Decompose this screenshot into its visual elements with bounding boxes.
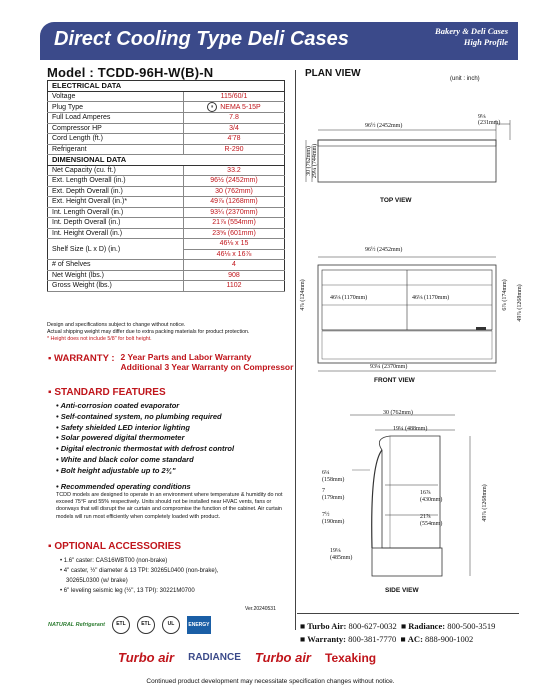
spec-label: Int. Depth Overall (in.)	[48, 218, 184, 229]
spec-value: 33.2	[183, 165, 284, 176]
page-title: Direct Cooling Type Deli Cases	[54, 28, 349, 50]
features-title-text: STANDARD FEATURES	[54, 387, 166, 398]
ul-logo: UL	[162, 616, 180, 634]
spec-value: 96½ (2452mm)	[183, 176, 284, 187]
side-height-label: 49⅞ (1268mm)	[482, 484, 488, 522]
feature-item: • Safety shielded LED interior lighting	[56, 423, 234, 434]
side-top-label: 19¼ (488mm)	[393, 426, 428, 432]
bullet-icon: ▪	[48, 387, 55, 398]
version-label: Ver.20240531	[245, 606, 276, 612]
front-length-label: 96½ (2452mm)	[365, 247, 403, 253]
front-h1-label: 4⅞ (124mm)	[300, 279, 306, 311]
note: Actual shipping weight may differ due to extra packing materials for product protection.	[47, 329, 250, 335]
bullet-icon: ▪	[48, 353, 55, 364]
contact-block	[300, 620, 495, 646]
side-view-caption: SIDE VIEW	[385, 587, 419, 594]
contact-item: ■ AC: 888-900-1002	[400, 634, 474, 644]
spec-label: Gross Weight (lbs.)	[48, 281, 184, 292]
side-f-label: 19⅛ (485mm)	[330, 548, 353, 561]
spec-value: 115/60/1	[183, 91, 284, 102]
side-depth-label: 30 (762mm)	[383, 410, 413, 416]
spec-label: Int. Height Overall (in.)	[48, 228, 184, 239]
spec-label: Cord Length (ft.)	[48, 134, 184, 145]
spec-value	[183, 102, 284, 113]
contact-item: ■ Warranty: 800-381-7770	[300, 634, 397, 644]
front-view-caption: FRONT VIEW	[374, 377, 415, 384]
top-depth2-label: 29¼ (744mm)	[312, 143, 318, 179]
spec-value: 21⅞ (554mm)	[183, 218, 284, 229]
energy-star-logo: ENERGY	[187, 616, 211, 634]
accessory-item: • 6" leveling seismic leg (½", 13 TPI): 30221M0700	[60, 586, 290, 596]
spec-value: 93¼ (2370mm)	[183, 207, 284, 218]
unit-label: (unit : inch)	[450, 76, 480, 82]
spec-label: Full Load Amperes	[48, 113, 184, 124]
feature-item: • Digital electronic thermostat with defrost control	[56, 444, 234, 455]
texaking-logo: Texaking	[325, 650, 377, 665]
front-h2-label: 6⅞ (174mm)	[502, 279, 508, 311]
bullet-icon: ▪	[48, 541, 55, 552]
spec-table	[47, 80, 285, 292]
spec-value: R-290	[183, 144, 284, 155]
side-a-label: 6¼ (158mm)	[322, 470, 345, 483]
divider	[295, 70, 296, 630]
feature-item: • Anti-corrosion coated evaporator	[56, 401, 234, 412]
side-d-label: 16⅞ (430mm)	[420, 490, 443, 503]
side-e-label: 21⅞ (554mm)	[420, 514, 443, 527]
contact-item: ■ Radiance: 800-500-3519	[400, 621, 496, 631]
side-b-label: 7 (179mm)	[322, 488, 345, 501]
recommended-title: • Recommended operating conditions	[56, 482, 191, 491]
accessories-title	[48, 541, 181, 552]
dimensional-title: DIMENSIONAL DATA	[48, 155, 285, 166]
category-line-1: Bakery & Deli Cases	[435, 26, 508, 36]
turbo-air-logo-2: Turbo air	[254, 650, 311, 665]
category-label	[435, 26, 508, 48]
note: * Height does not include 5/8" for bolt height.	[47, 336, 152, 342]
etl-sanitation-logo: ETL	[137, 616, 155, 634]
spec-value: 908	[183, 270, 284, 281]
warranty-line: Additional 3 Year Warranty on Compressor	[120, 361, 294, 372]
side-c-label: 7½ (190mm)	[322, 512, 345, 525]
warranty-label	[48, 353, 115, 372]
top-depth-label: 30 (762mm)	[306, 146, 312, 176]
features-list	[56, 401, 234, 477]
turbo-air-logo: Turbo air	[118, 650, 175, 665]
spec-value: 46⅛ x 15	[183, 239, 284, 250]
electrical-title: ELECTRICAL DATA	[48, 81, 285, 92]
spec-label: Net Capacity (cu. ft.)	[48, 165, 184, 176]
top-length-label: 96½ (2452mm)	[365, 123, 403, 129]
spec-label: Ext. Length Overall (in.)	[48, 176, 184, 187]
plug-icon: ⏸	[207, 102, 217, 112]
spec-value: 49⅞ (1268mm)	[183, 197, 284, 208]
contact-divider	[297, 613, 519, 614]
spec-label: Ext. Depth Overall (in.)	[48, 186, 184, 197]
spec-value: 4'78	[183, 134, 284, 145]
recommended-body: TCDD models are designed to operate in an environment where temperature & humidity do not exceed 75°F and 55% respectively. Units should not be installed near HVAC vents, fans or doorways that will disrupt the air curtain and compromise the function of the cabinet. Air curtain models will run most efficiently when completely loaded with product.	[56, 492, 283, 520]
natural-refrigerant-logo: NATURAL Refrigerant	[48, 622, 105, 628]
page-header	[40, 22, 518, 60]
front-shelf1-label: 46⅛ (1170mm)	[330, 295, 368, 301]
spec-label: Voltage	[48, 91, 184, 102]
warranty-block	[48, 353, 293, 372]
note: Design and specifications subject to change without notice.	[47, 322, 186, 328]
features-title	[48, 387, 166, 398]
spec-value: 46⅛ x 16⅞	[183, 249, 284, 260]
feature-item: • Self-contained system, no plumbing required	[56, 412, 234, 423]
feature-item: • Bolt height adjustable up to 2¾"	[56, 466, 234, 477]
warranty-lines	[121, 353, 294, 372]
spec-value: 3/4	[183, 123, 284, 134]
front-view-drawing	[300, 245, 535, 375]
top-side-label: 9⅛ (231mm)	[478, 114, 501, 126]
etl-logo: ETL	[112, 616, 130, 634]
spec-value: 23⅝ (601mm)	[183, 228, 284, 239]
spec-label: # of Shelves	[48, 260, 184, 271]
footer-note: Continued product development may necessitate specification changes without notice.	[146, 678, 395, 685]
spec-value: 1102	[183, 281, 284, 292]
feature-item: • Solar powered digital thermometer	[56, 433, 234, 444]
warranty-line: 2 Year Parts and Labor Warranty	[120, 352, 252, 362]
spec-notes	[47, 322, 285, 343]
front-int-length-label: 93¼ (2370mm)	[370, 364, 408, 370]
plug-type-value: NEMA 5-15P	[220, 103, 261, 111]
warranty-label-text: WARRANTY :	[54, 353, 115, 364]
model-title: Model : TCDD-96H-W(B)-N	[47, 65, 214, 80]
contact-item: ■ Turbo Air: 800-627-0032	[300, 621, 397, 631]
feature-item: • White and black color come standard	[56, 455, 234, 466]
spec-label: Int. Length Overall (in.)	[48, 207, 184, 218]
accessory-item: • 1.6" caster: CAS16WBT00 (non-brake)	[60, 556, 290, 566]
spec-label: Ext. Height Overall (in.)*	[48, 197, 184, 208]
spec-label: Compressor HP	[48, 123, 184, 134]
spec-label: Plug Type	[48, 102, 184, 113]
spec-value: 30 (762mm)	[183, 186, 284, 197]
category-line-2: High Profile	[463, 37, 508, 47]
accessory-item: 30265L0300 (w/ brake)	[66, 578, 128, 584]
front-shelf2-label: 46⅛ (1170mm)	[412, 295, 450, 301]
accessories-title-text: OPTIONAL ACCESSORIES	[54, 541, 182, 552]
accessories-list	[60, 556, 290, 596]
certifications	[48, 616, 211, 634]
spec-value: 4	[183, 260, 284, 271]
spec-label: Refrigerant	[48, 144, 184, 155]
spec-label: Net Weight (lbs.)	[48, 270, 184, 281]
brand-logos	[118, 650, 376, 665]
accessory-item: • 4" caster, ½" diameter & 13 TPI: 30265L0400 (non-brake),	[60, 566, 290, 576]
recommended-title-text: Recommended operating conditions	[60, 482, 191, 491]
front-height-label: 49⅞ (1268mm)	[517, 284, 523, 322]
radiance-logo: RADIANCE	[188, 652, 241, 663]
spec-value: 7.8	[183, 113, 284, 124]
plan-view-title: PLAN VIEW	[305, 68, 361, 79]
top-view-caption: TOP VIEW	[380, 197, 412, 204]
spec-label: Shelf Size (L x D) (in.)	[48, 239, 184, 260]
